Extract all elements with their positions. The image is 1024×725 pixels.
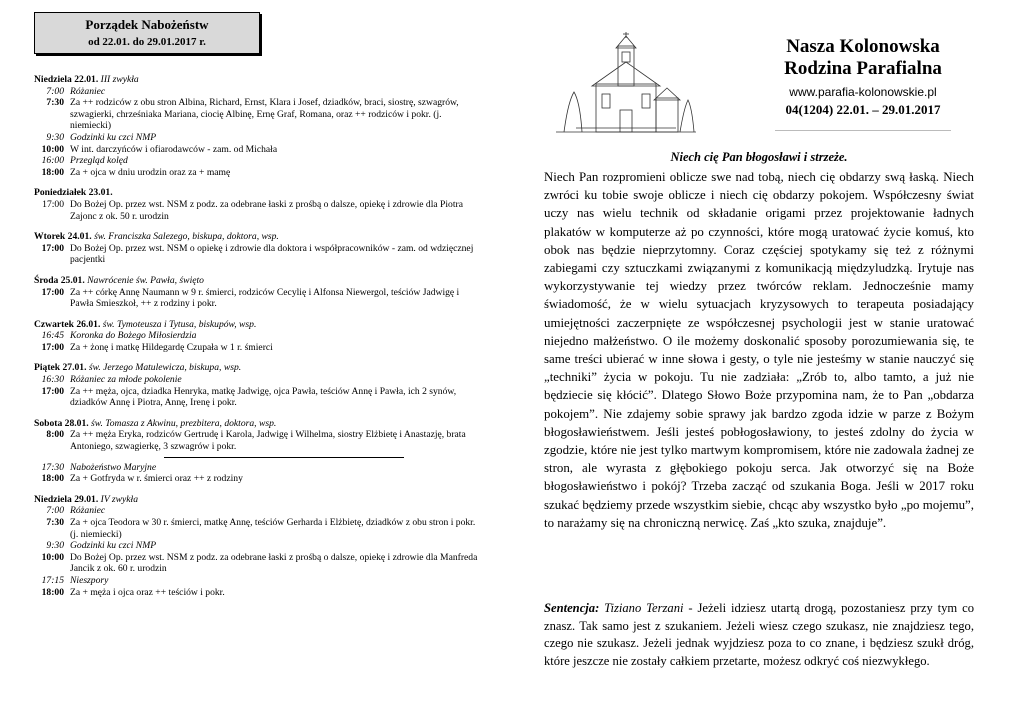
day-heading xyxy=(34,275,480,287)
parish-name-line2: Rodzina Parafialna xyxy=(784,58,942,79)
mass-intention: Koronka do Bożego Miłosierdzia xyxy=(70,330,197,342)
article-body: Niech Pan rozpromieni oblicze swe nad tobą, niech cię obdarzy swą łaską. Niech zwróci ku tobie swoje oblicze i niech cię obdarzy pokojem. Współczesny świat uczy nas wielu technik od składanie origami przez projektowanie ładnych plakatów w komputerze aż po czynności, które mogą uratować życie komuś, kto obok nas będzie nieprzytomny. Coraz częściej spotykamy się też z różnymi zabiegami czy sztuczkami związanymi z komunikacją międzyludzką. Irytuje nas wykorzystywanie tej wiedzy przez twórców reklam. Jednocześnie mamy świadomość, że w wielu sytuacjach kryzysowych to terapeuta posiadający umiejętności zaczerpnięte ze współczesnej psychologii jest w stanie uratować niejedno małżeństwo. O ile możemy doskonalić sposoby porozumiewania się, te same treści ubierać w inne słowa i gesty, o tyle nie jesteśmy w stanie nauczyć się „techniki” życia w pokoju. Tu nie zadziała: „Zrób to, albo tamto, a już nie będziecie się kłócić”. Dlatego Słowo Boże przypomina nam, że to Pan „obdarza pokojem”. Nie zdajemy sobie sprawy jak bardzo zgoda idzie w parze z Bożym błogosławieństwem. Jeśli jesteś pobłogosławiony, to jesteś zdolny do życia w zgodzie, które nie jest tylko martwym kompromisem, które nie zadowala żadnej ze stron, ale wyrasta z głębokiego pokoju serca. Jak otworzyć się na Boże błogosławieństwo i pokój? Trzeba zacząć od szukania Boga. Jeśli w 2017 roku szukać będziemy przede wszystkim siebie, chcąc aby wszystko było „po mojemu”, to narażamy się na chroniczną nerwicę. Zaś „kto szuka, znajduje”. xyxy=(544,170,974,530)
mass-intention: Do Bożej Op. przez wst. NSM z podz. za odebrane łaski z prośbą o dalsze, opiekę i zdrowie dla Piotra Zajonc z ok. 50 r. urodzin xyxy=(70,198,463,222)
mass-time: 16:00 xyxy=(41,155,64,167)
schedule-row xyxy=(34,243,480,266)
schedule-row xyxy=(34,429,480,452)
mass-intention: Godzinki ku czci NMP xyxy=(70,540,157,552)
mass-intention: Różaniec xyxy=(70,505,106,517)
day-occasion: św. Tomasza z Akwinu, prezbitera, doktora, wsp. xyxy=(91,417,277,429)
mass-intention: Za ++ męża, ojca, dziadka Henryka, matkę Jadwigę, ojca Pawła, teściów Annę i Pawła, ich 2 synów, dziadków Annę i Piotra, Annę, Irenę i pokr. xyxy=(70,385,457,409)
day-heading xyxy=(34,362,480,374)
day-heading xyxy=(34,418,480,430)
schedule-row xyxy=(34,287,480,310)
day-block xyxy=(34,275,480,310)
mass-time: 16:45 xyxy=(41,330,64,342)
schedule-row xyxy=(34,552,480,575)
sentence-author: Tiziano Terzani xyxy=(604,601,684,615)
mass-time: 18:00 xyxy=(41,166,64,178)
mass-time: 7:00 xyxy=(46,85,64,97)
mass-intention: W int. darczyńców i ofiarodawców - zam. od Michała xyxy=(70,143,278,155)
day-heading xyxy=(34,494,480,506)
day-heading xyxy=(34,187,480,199)
day-block xyxy=(34,187,480,222)
mass-time: 10:00 xyxy=(41,551,64,563)
mass-intention: Za ++ rodziców z obu stron Albina, Richard, Ernst, Klara i Josef, dziadków, braci, siostrę, szwagrów, szwagierki, chrześniaka Mariana, ciocię Albinę, Ernę Graf, Romana, oraz ++ rodziców i pokr. (j. niemiecki) xyxy=(70,97,459,132)
schedule-row xyxy=(34,97,480,132)
day-heading xyxy=(34,231,480,243)
schedule-row xyxy=(34,86,480,98)
day-block xyxy=(34,418,480,485)
mass-time: 18:00 xyxy=(41,473,64,485)
sentence-label: Sentencja: xyxy=(544,601,600,615)
mass-time: 7:30 xyxy=(46,97,64,109)
schedule-row xyxy=(34,587,480,599)
masthead xyxy=(754,36,972,131)
mass-intention: Godzinki ku czci NMP xyxy=(70,131,157,143)
sentence-text: - Jeżeli idziesz utartą drogą, pozostaniesz przy tym co znasz. Tak samo jest z szukaniem. Jeżeli wiesz czego szukasz, nie znajdziesz tego, czego nie szukasz. Jeżeli jednak wyjdziesz poza to co znane, i będziesz szukł dróg, które jeszcze nie zostały całkiem przetarte, możesz odkryć coś niezwykłego. xyxy=(544,601,974,668)
mass-intention: Różaniec xyxy=(70,85,106,97)
day-block xyxy=(34,231,480,266)
schedule-title-box xyxy=(34,12,260,54)
day-date: Czwartek 26.01. xyxy=(34,318,101,330)
schedule-row xyxy=(34,330,480,342)
day-block xyxy=(34,494,480,598)
day-date: Środa 25.01. xyxy=(34,274,85,286)
schedule-row xyxy=(34,575,480,587)
schedule-row xyxy=(34,155,480,167)
mass-time: 17:00 xyxy=(41,341,64,353)
mass-intention: Za + ojca Teodora w 30 r. śmierci, matkę Annę, teściów Gerharda i Elżbietę, dziadków z obu stron i pokr. (j. niemiecki) xyxy=(70,517,476,540)
mass-time: 10:00 xyxy=(41,143,64,155)
schedule-row xyxy=(34,505,480,517)
mass-intention: Za + Gotfryda w r. śmierci oraz ++ z rodziny xyxy=(70,473,243,485)
schedule-row xyxy=(34,144,480,156)
mass-intention: Nabożeństwo Maryjne xyxy=(70,461,157,473)
day-date: Wtorek 24.01. xyxy=(34,231,92,243)
parish-name-line1: Nasza Kolonowska xyxy=(786,36,940,57)
mass-intention: Do Bożej Op. przez wst. NSM z podz. za odebrane łaski z prośbą o dalsze, opiekę i zdrowie dla Manfreda Jancik z ok. 60 r. urodzin xyxy=(70,551,478,575)
mass-intention: Za ++ córkę Annę Naumann w 9 r. śmierci, rodziców Cecylię i Alfonsa Niewergol, teściów Jadwigę i Pawła Smieszkoł, ++ z rodziny i pokr. xyxy=(70,286,460,310)
mass-intention: Różaniec za młode pokolenie xyxy=(70,374,182,386)
parish-website: www.parafia-kolonowskie.pl xyxy=(789,85,937,99)
mass-time: 17:00 xyxy=(41,286,64,298)
schedule-title: Porządek Nabożeństw xyxy=(85,17,209,32)
day-occasion: III zwykła xyxy=(100,74,139,85)
divider-line xyxy=(164,457,404,458)
schedule-row xyxy=(34,473,480,485)
schedule-row xyxy=(34,374,480,386)
schedule-row xyxy=(34,199,480,222)
mass-intention: Za ++ męża Eryka, rodziców Gertrudę i Karola, Jadwigę i Wilhelma, siostry Elżbietę i Anastazję, brata Antoniego, szwagierkę, 3 szwagrów i pokr. xyxy=(70,429,466,453)
schedule-row xyxy=(34,517,480,540)
schedule-row xyxy=(34,132,480,144)
church-illustration xyxy=(556,32,696,142)
mass-time: 17:30 xyxy=(41,461,64,473)
mass-time: 17:15 xyxy=(41,574,64,586)
schedule-row xyxy=(34,342,480,354)
mass-time: 8:00 xyxy=(46,429,64,441)
mass-time: 7:00 xyxy=(46,505,64,517)
schedule-row xyxy=(34,386,480,409)
mass-intention: Za + żonę i matkę Hildegardę Czupała w 1 r. śmierci xyxy=(70,341,273,353)
mass-intention: Przegląd kolęd xyxy=(70,155,128,167)
day-date: Niedziela 29.01. xyxy=(34,493,99,505)
day-date: Sobota 28.01. xyxy=(34,417,89,429)
day-block xyxy=(34,74,480,178)
mass-time: 17:00 xyxy=(42,198,64,210)
mass-intention: Za + męża i ojca oraz ++ teściów i pokr. xyxy=(70,586,225,598)
day-occasion: IV zwykła xyxy=(100,493,139,505)
mass-time: 9:30 xyxy=(46,540,64,552)
mass-intention: Za + ojca w dniu urodzin oraz za + mamę xyxy=(70,166,231,178)
schedule-dates: od 22.01. do 29.01.2017 r. xyxy=(88,36,206,48)
mass-time: 9:30 xyxy=(46,131,64,143)
day-occasion: św. Franciszka Salezego, biskupa, doktora, wsp. xyxy=(94,231,279,243)
schedule-list xyxy=(34,74,480,607)
mass-time: 7:30 xyxy=(46,517,64,528)
day-heading xyxy=(34,74,480,86)
mass-intention: Do Bożej Op. przez wst. NSM o opiekę i zdrowie dla doktora i współpracowników - zam. od wdzięcznej pacjentki xyxy=(70,242,474,266)
mass-intention: Nieszpory xyxy=(70,574,109,586)
day-occasion: Nawrócenie św. Pawła, święto xyxy=(87,274,204,286)
schedule-row xyxy=(34,462,480,474)
day-date: Piątek 27.01. xyxy=(34,362,87,374)
mass-time: 16:30 xyxy=(41,374,64,386)
schedule-column xyxy=(34,12,480,598)
day-date: Poniedziałek 23.01. xyxy=(34,187,113,199)
sentence-quote xyxy=(544,600,974,670)
day-date: Niedziela 22.01. xyxy=(34,74,99,85)
day-occasion: św. Jerzego Matulewicza, biskupa, wsp. xyxy=(88,362,242,374)
day-heading xyxy=(34,319,480,331)
schedule-row xyxy=(34,540,480,552)
day-occasion: św. Tymoteusza i Tytusa, biskupów, wsp. xyxy=(102,318,257,330)
masthead-rule xyxy=(775,130,951,131)
day-block xyxy=(34,319,480,354)
article-heading: Niech cię Pan błogosławi i strzeże. xyxy=(670,150,848,164)
issue-number: 04(1204) 22.01. – 29.01.2017 xyxy=(785,102,941,117)
mass-time: 17:00 xyxy=(41,385,64,397)
day-block xyxy=(34,362,480,408)
mass-time: 17:00 xyxy=(41,242,64,254)
mass-time: 18:00 xyxy=(41,586,64,598)
schedule-row xyxy=(34,167,480,179)
